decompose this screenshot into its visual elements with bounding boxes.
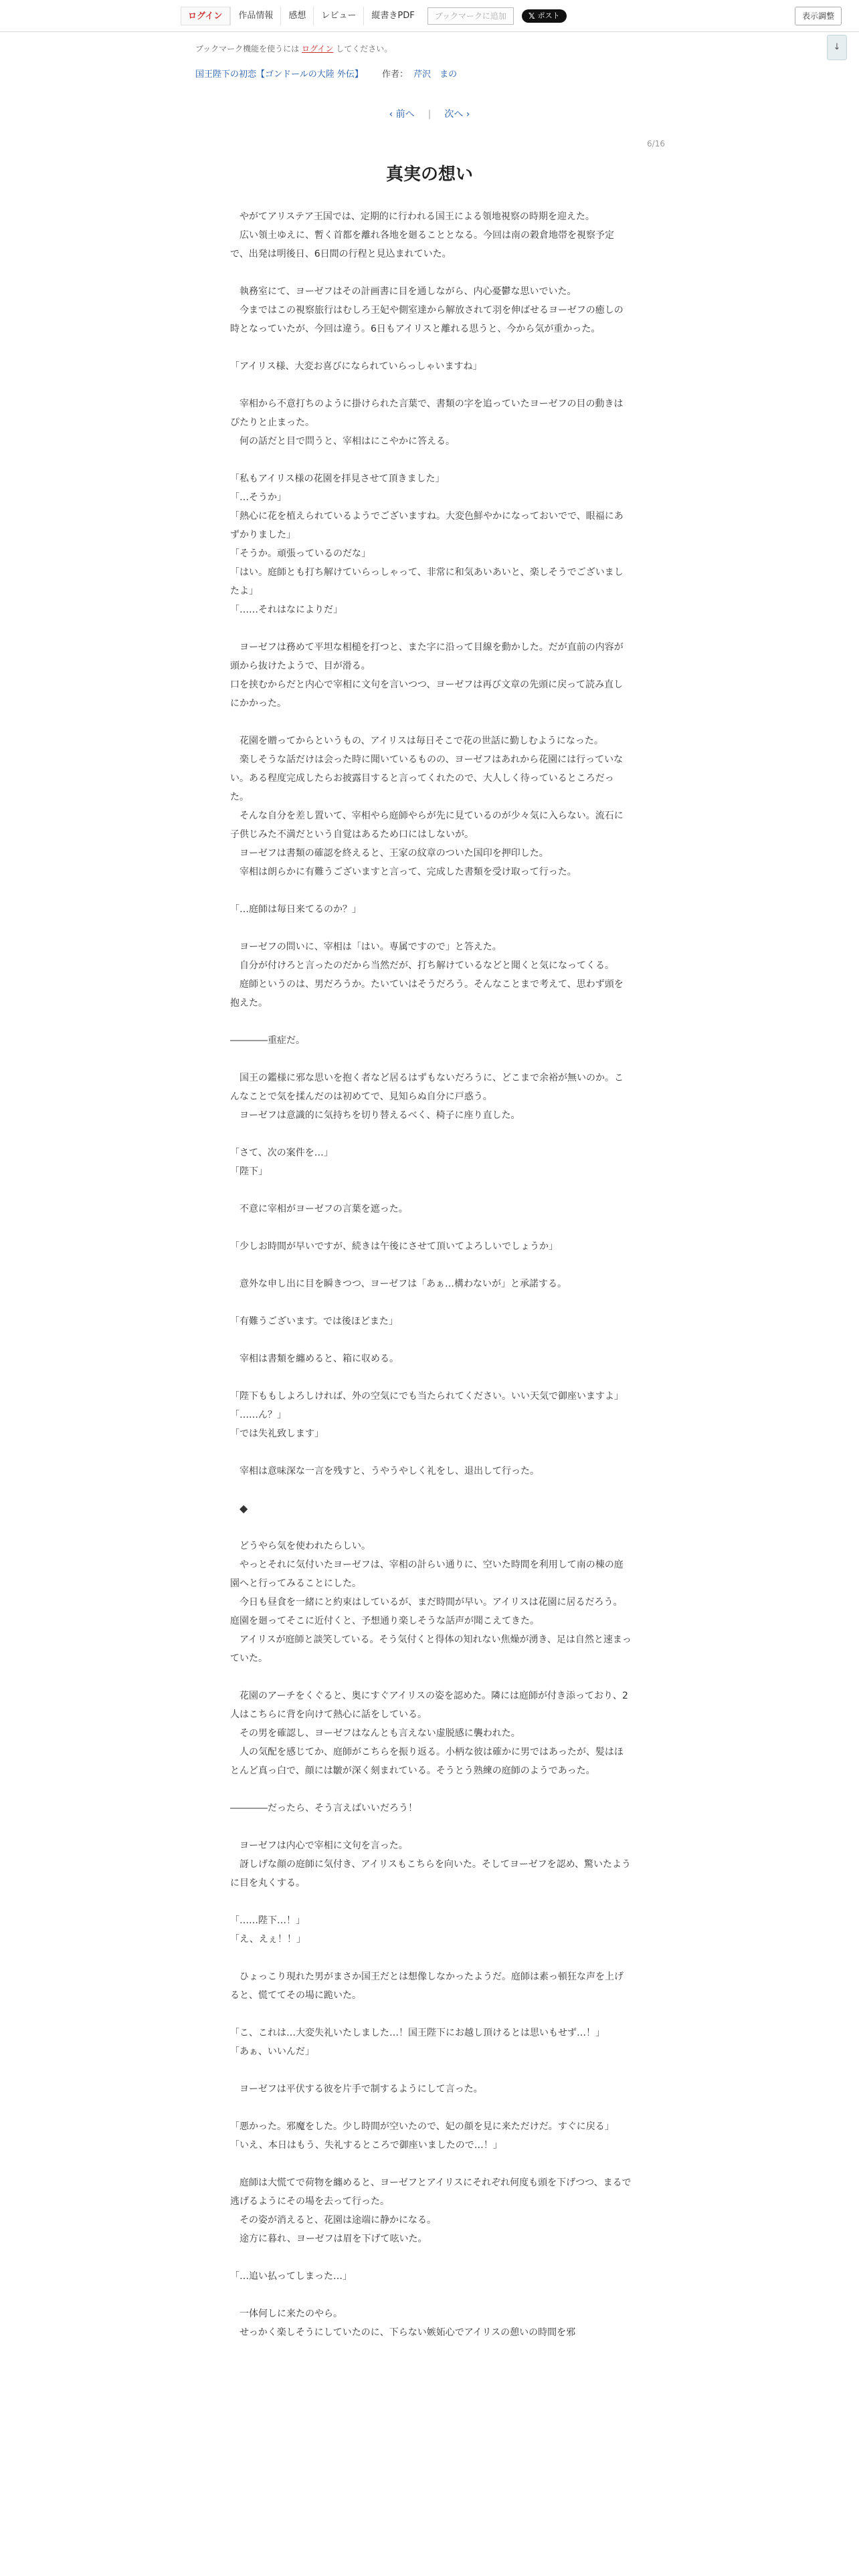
paragraph: [230, 1050, 632, 1069]
paragraph: 「少しお時間が早いですが、続きは午後にさせて頂いてよろしいでしょうか」: [230, 1241, 558, 1252]
paragraph: 「こ、これは…大変失礼いたしました…！国王陛下にお越し頂けるとは思いもせず…！」: [230, 2028, 605, 2038]
paragraph: ひょっこり現れた男がまさか国王だとは想像しなかったようだ。庭師は素っ頓狂な声を上げると、慌ててその場に跪いた。: [230, 1971, 624, 2001]
paragraph: ヨーゼフは務めて平坦な相槌を打つと、また字に沿って目線を動かした。だが直前の内容が頭から抜けたようで、目が滑る。: [230, 642, 624, 671]
paragraph: 自分が付けろと言ったのだから当然だが、打ち解けているなどと聞くと気になってくる。: [230, 960, 614, 971]
paragraph: [230, 2155, 632, 2173]
display-settings-button[interactable]: 表示調整: [795, 7, 842, 25]
paragraph: [230, 1125, 632, 1144]
paragraph: ――――だったら、そう言えばいいだろう！: [230, 1803, 417, 1814]
paragraph: その男を確認し、ヨーゼフはなんとも言えない虚脱感に襲われた。: [230, 1728, 520, 1739]
pager-separator: |: [427, 109, 432, 120]
paragraph: 「…追い払ってしまった…」: [230, 2271, 352, 2282]
nav-login[interactable]: ログイン: [181, 7, 230, 25]
paragraph: [230, 338, 632, 357]
paragraph: ヨーゼフは意識的に気持ちを切り替えるべく、椅子に座り直した。: [230, 1110, 520, 1121]
paragraph: 「いえ、本日はもう、失礼するところで御座いましたので…！」: [230, 2140, 502, 2151]
pager: [0, 107, 859, 120]
paragraph: 庭師というのは、男だろうか。たいていはそうだろう。そんなことまで考えて、思わず頭を抱えた。: [230, 979, 624, 1008]
paragraph: 「陛下」: [230, 1166, 268, 1177]
paragraph: 途方に暮れ、ヨーゼフは眉を下げて呟いた。: [230, 2234, 427, 2244]
paragraph: 国王の鑑様に邪な思いを抱く者など居るはずもないだろうに、どこまで余裕が無いのか。こんなことで気を揉んだのは初めてで、見知らぬ自分に戸惑う。: [230, 1073, 624, 1102]
paragraph: [230, 2248, 632, 2267]
paragraph: [230, 2005, 632, 2024]
paragraph: せっかく楽しそうにしていたのに、下らない嫉妬心でアイリスの憩いの時間を邪: [230, 2327, 576, 2338]
paragraph: [230, 919, 632, 938]
author-label: 作者：: [382, 70, 409, 80]
paragraph: [230, 1668, 632, 1687]
paragraph: [230, 1893, 632, 1911]
paragraph: アイリスが庭師と談笑している。そう気付くと得体の知れない焦燥が湧き、足は自然と速まっていた。: [230, 1634, 632, 1664]
paragraph: [230, 881, 632, 900]
paragraph: [230, 2286, 632, 2304]
nav-work-info[interactable]: 作品情報: [230, 7, 280, 25]
paragraph: [230, 376, 632, 395]
paragraph: やがてアリステア王国では、定期的に行われる国王による領地視察の時期を迎えた。: [230, 211, 595, 222]
x-post-label: ポスト: [537, 11, 560, 20]
paragraph: 宰相は意味深な一言を残すと、うやうやしく礼をし、退出して行った。: [230, 1466, 539, 1477]
paragraph: 不意に宰相がヨーゼフの言葉を遮った。: [230, 1204, 408, 1214]
paragraph: ヨーゼフは内心で宰相に文句を言った。: [230, 1840, 408, 1851]
paragraph: [230, 1218, 632, 1237]
paragraph: 「……ん？」: [230, 1410, 286, 1420]
paragraph: [230, 1181, 632, 1200]
paragraph: 「アイリス様、大変お喜びになられていらっしゃいますね」: [230, 361, 482, 372]
paragraph: 「熱心に花を植えられているようでございますね。大変色鮮やかになっておいでで、眼福にあずかりました」: [230, 511, 624, 540]
paragraph: [230, 1256, 632, 1275]
paragraph: [230, 1012, 632, 1031]
paragraph: 庭師は大慌てで荷物を纏めると、ヨーゼフとアイリスにそれぞれ何度も頭を下げつつ、まるで逃げるようにその場を去って行った。: [230, 2177, 632, 2207]
paragraph: 人の気配を感じてか、庭師がこちらを振り返る。小柄な彼は確かに男ではあったが、髪はほとんど真っ白で、顔には皺が深く刻まれている。そうとう熟練の庭師のようであった。: [230, 1747, 624, 1776]
paragraph: 訝しげな顔の庭師に気付き、アイリスもこちらを向いた。そしてヨーゼフを認め、驚いたように目を丸くする。: [230, 1859, 632, 1889]
paragraph: [230, 1949, 632, 1967]
x-logo-icon: 𝕏: [528, 11, 535, 21]
scene-break-diamond: ◆: [240, 1502, 248, 1515]
notice-suffix: してください。: [336, 44, 393, 53]
paragraph: 「悪かった。邪魔をした。少し時間が空いたので、妃の顔を見に来ただけだ。すぐに戻る」: [230, 2121, 614, 2132]
paragraph: ヨーゼフの問いに、宰相は「はい。専属ですので」と答えた。: [230, 942, 502, 952]
bookmark-button[interactable]: ブックマークに追加: [427, 7, 514, 25]
work-meta: [195, 67, 457, 80]
paragraph: 今まではこの視察旅行はむしろ王妃や側室達から解放されて羽を伸ばせるヨーゼフの癒しの時となっていたが、今回は違う。6日もアイリスと離れる思うと、今から気が重かった。: [230, 305, 624, 334]
paragraph: 花園のアーチをくぐると、奥にすぐアイリスの姿を認めた。隣には庭師が付き添っており、2人はこちらに背を向けて熱心に話をしている。: [230, 1691, 628, 1720]
paragraph: 楽しそうな話だけは会った時に聞いているものの、ヨーゼフはあれから花園には行っていない。ある程度完成したらお披露目すると言ってくれたので、大人しく待っているところだった。: [230, 754, 624, 802]
paragraph: [230, 1331, 632, 1350]
paragraph: 執務室にて、ヨーゼフはその計画書に目を通しながら、内心憂鬱な思いでいた。: [230, 286, 577, 297]
paragraph: 「では失礼致します」: [230, 1428, 324, 1439]
paragraph: [230, 1293, 632, 1312]
page-count: 6/16: [647, 139, 665, 148]
paragraph: どうやら気を使われたらしい。: [230, 1541, 371, 1551]
paragraph: [230, 2099, 632, 2117]
arrow-down-icon: ↓: [833, 42, 841, 52]
notice-login-link[interactable]: ログイン: [302, 44, 334, 53]
paragraph: [230, 1443, 632, 1462]
paragraph: ヨーゼフは平伏する彼を片手で制するようにして言った。: [230, 2084, 483, 2095]
nav-vertical-pdf[interactable]: 縦書きPDF: [363, 7, 421, 25]
chapter-body: [230, 207, 632, 2342]
next-page-link[interactable]: 次へ ›: [444, 109, 470, 120]
paragraph: 「私もアイリス様の花園を拝見させて頂きました」: [230, 473, 445, 484]
paragraph: [230, 1518, 632, 1537]
paragraph: 意外な申し出に目を瞬きつつ、ヨーゼフは「あぁ…構わないが」と承諾する。: [230, 1279, 567, 1289]
paragraph: 「あぁ、いいんだ」: [230, 2046, 314, 2057]
login-notice: [195, 43, 392, 54]
paragraph: 「…そうか」: [230, 492, 286, 503]
paragraph: 一体何しに来たのやら。: [230, 2309, 343, 2319]
paragraph: その姿が消えると、花園は途端に静かになる。: [230, 2215, 436, 2226]
paragraph: 「さて、次の案件を…」: [230, 1148, 333, 1158]
paragraph: 口を挟むからだと内心で宰相に文句を言いつつ、ヨーゼフは再び文章の先頭に戻って読み直しにかかった。: [230, 679, 624, 709]
paragraph: [230, 263, 632, 282]
paragraph: 花園を贈ってからというもの、アイリスは毎日そこで花の世話に勤しむようになった。: [230, 736, 603, 746]
paragraph: [230, 1818, 632, 1836]
paragraph: ヨーゼフは書類の確認を終えると、王家の紋章のついた国印を押印した。: [230, 848, 549, 859]
paragraph: 「……それはなによりだ」: [230, 605, 343, 615]
paragraph: [230, 2061, 632, 2080]
nav-review[interactable]: レビュー: [313, 7, 363, 25]
paragraph: [230, 713, 632, 732]
paragraph: [230, 1780, 632, 1799]
series-title-link[interactable]: 国王陛下の初恋【ゴンドールの大陸 外伝】: [195, 70, 363, 80]
paragraph: [230, 1368, 632, 1387]
prev-page-link[interactable]: ‹ 前へ: [389, 109, 415, 120]
scroll-down-tab[interactable]: [827, 35, 847, 60]
author-link[interactable]: 芹沢 まの: [413, 70, 458, 80]
paragraph: ――――重症だ。: [230, 1035, 305, 1046]
paragraph: 「え、えぇ！！」: [230, 1934, 306, 1945]
paragraph: 宰相から不意打ちのように掛けられた言葉で、書類の字を追っていたヨーゼフの目の動きはぴたりと止まった。: [230, 399, 624, 428]
main-nav: [181, 7, 567, 25]
paragraph: 「…庭師は毎日来てるのか？」: [230, 904, 361, 915]
paragraph: 「そうか。頑張っているのだな」: [230, 548, 371, 559]
paragraph: やっとそれに気付いたヨーゼフは、宰相の計らい通りに、空いた時間を利用して南の棟の庭園へと行ってみることにした。: [230, 1560, 624, 1589]
paragraph: 「……陛下…！」: [230, 1915, 305, 1926]
paragraph: 「はい。庭師とも打ち解けていらっしゃって、非常に和気あいあいと、楽しそうでございましたよ」: [230, 567, 624, 597]
paragraph: 何の話だと目で問うと、宰相はにこやかに答える。: [230, 436, 455, 447]
paragraph: [230, 619, 632, 638]
nav-impressions[interactable]: 感想: [280, 7, 313, 25]
paragraph: 広い領土ゆえに、暫く首都を離れ各地を廻ることとなる。今回は南の穀倉地帯を視察予定で、出発は明後日、6日間の行程と見込まれていた。: [230, 230, 614, 259]
paragraph: 「陛下ももしよろしければ、外の空気にでも当たられてください。いい天気で御座いますよ」: [230, 1391, 624, 1402]
x-post-button[interactable]: [522, 9, 567, 23]
paragraph: [230, 1481, 632, 1499]
paragraph: 宰相は書類を纏めると、箱に収める。: [230, 1354, 399, 1364]
paragraph: 今日も昼食を一緒にと約束はしているが、まだ時間が早い。アイリスは花園に居るだろう。庭園を廻ってそこに近付くと、予想通り楽しそうな話声が聞こえてきた。: [230, 1597, 623, 1626]
header-bar: [0, 0, 859, 32]
paragraph: 「有難うございます。では後ほどまた」: [230, 1316, 398, 1327]
paragraph: 宰相は朗らかに有難うございますと言って、完成した書類を受け取って行った。: [230, 867, 577, 877]
chapter-title: 真実の想い: [385, 165, 473, 185]
notice-prefix: ブックマーク機能を使うには: [195, 44, 300, 53]
paragraph: そんな自分を差し置いて、宰相やら庭師やらが先に見ているのが少々気に入らない。流石に子供じみた不満だという自覚はあるため口にはしないが。: [230, 811, 624, 840]
paragraph: [230, 451, 632, 469]
